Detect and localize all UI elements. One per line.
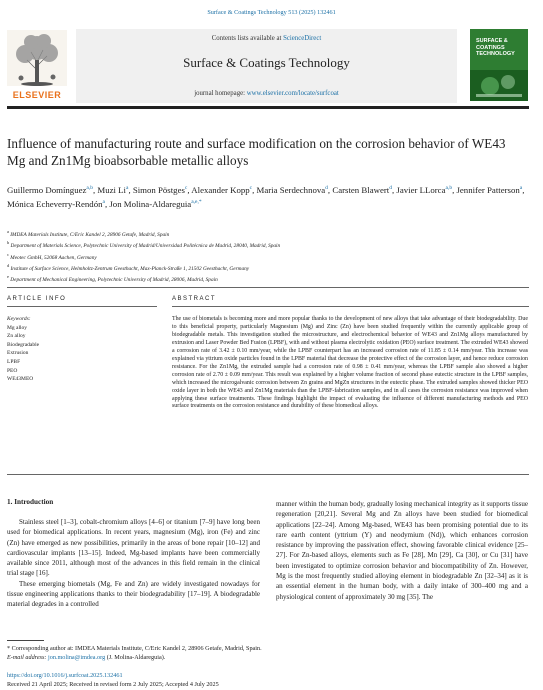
body-paragraph: manner within the human body, gradually losing mechanical integrity as it supports tissue regeneration [20,21]. Several Mg and Zn alloys have been studied for biomedical applications [22–24]. Among Mg-based, WE43 has been promising potential due to its rare earth content (yttrium (Y) and neodymium (Nd)), which enhances corrosion resistance by improving the passivation effect, showing favorable clinical evidence [25–27]. For Zn-based alloys, elements such as Fe [28], Mn [29], Ca [30], or Cu [31] have been investigated to optimize corrosion behavior and biocompatibility of Zn. However, Mg is the most frequently studied alloying element in biodegradable Zn [32–34] as it is an essential element in the human body, with a daily intake of 300–400 mg and a physiological content of approximately 30 mg [35]. The <box>276 500 528 601</box>
cover-title <box>476 38 524 58</box>
keywords-block <box>7 315 157 384</box>
affiliation-text: Department of Materials Science, Polytechnic University of Madrid/Universidad Politécnica de Madrid, 28040, Madrid, Spain <box>10 243 281 250</box>
header-rule <box>7 106 529 109</box>
doi-link[interactable]: https://doi.org/10.1016/j.surfcoat.2025.132461 <box>7 672 123 679</box>
publisher-wordmark: ELSEVIER <box>12 90 62 100</box>
author-affil-sup[interactable]: a,e,* <box>191 199 202 206</box>
affiliation-sup: a <box>7 229 9 234</box>
introduction-column-right <box>276 499 528 602</box>
introduction-heading: 1. Introduction <box>7 498 54 506</box>
keywords-label: Keywords: <box>7 316 31 322</box>
author-affil-sup[interactable]: a,b <box>86 185 93 191</box>
affiliation <box>7 262 527 273</box>
keyword: Biodegradable <box>7 341 40 348</box>
author-affil-sup[interactable]: d <box>389 185 392 191</box>
keyword: Extrusion <box>7 350 29 357</box>
author-affil-sup[interactable]: a <box>519 185 523 191</box>
email-line <box>7 654 487 663</box>
sciencedirect-link[interactable]: ScienceDirect <box>283 35 322 42</box>
article-info-rule <box>7 306 157 307</box>
author-name[interactable]: Maria Serdechnova <box>256 184 326 195</box>
author-affil-sup[interactable]: c <box>184 185 188 191</box>
cover-title-line: SURFACE & <box>476 38 508 44</box>
journal-homepage-link[interactable]: www.elsevier.com/locate/surfcoat <box>246 90 339 97</box>
footnote <box>7 645 487 662</box>
author-list: Guillermo Domínguez$^{a,b}$, Muzi Li$^a$, Simon Pöstges$^c$, Alexander Kopp$^c$, Maria Serdechnova$^d$, Carsten Blawert$^d$, Javier LLorca$^{a,b}$, Jennifer Patterson$^a$, Mónica Echeverry-Rendón$^a$, Jon Molina-Aldareguia$^{a,e,*}$ <box>7 184 525 210</box>
keyword: WE43MEO <box>7 376 34 383</box>
received-dates: Received 21 April 2025; Received in revised form 2 July 2025; Accepted 4 July 2025 <box>7 681 219 688</box>
email-link[interactable]: jon.molina@imdea.org <box>48 653 106 661</box>
introduction-column-left <box>7 517 260 610</box>
cover-title-line: TECHNOLOGY <box>476 51 515 57</box>
affiliation <box>7 239 527 250</box>
author-name[interactable]: Guillermo Domínguez <box>7 184 87 195</box>
affiliation-text: Institute of Surface Science, Helmholtz-Zentrum Geesthacht, Max-Planck-Straße 1, 21502 Geesthacht, Germany <box>10 265 250 272</box>
affiliation <box>7 273 527 284</box>
author-affil-sup[interactable]: c <box>249 185 253 191</box>
affiliation-sup: d <box>7 263 10 269</box>
journal-title: Surface & Coatings Technology <box>183 55 350 70</box>
author-name[interactable]: Jon Molina-Aldareguia <box>109 199 192 210</box>
abstract-bottom-rule <box>7 474 529 475</box>
cover-graphic <box>470 70 528 101</box>
article-info-heading: ARTICLE INFO <box>7 296 67 302</box>
author-affil-sup[interactable]: a <box>102 199 105 206</box>
affiliation-text: IMDEA Materials Institute, C/Eric Kandel 2, 28906 Getafe, Madrid, Spain <box>10 231 170 238</box>
keyword: PEO <box>7 367 18 374</box>
author-name[interactable]: Simon Pöstges <box>132 184 185 195</box>
abstract-rule <box>172 306 529 307</box>
affiliation <box>7 228 527 239</box>
keyword: Mg alloy <box>7 324 28 331</box>
affiliation-sup: b <box>7 240 10 246</box>
author-name[interactable]: Javier LLorca <box>396 184 446 195</box>
email-label: E-mail address: <box>7 653 47 661</box>
author-affil-sup[interactable]: a,b <box>445 185 453 191</box>
cover-title-line: COATINGS <box>476 44 505 51</box>
affiliation-sup: e <box>7 274 9 280</box>
email-suffix: (J. Molina-Aldareguia). <box>105 653 166 661</box>
keyword: LPBF <box>7 358 21 365</box>
affiliation-text: Meotec GmbH, 52068 Aachen, Germany <box>10 254 97 261</box>
contents-line <box>76 35 457 42</box>
corresponding-author-note: * Corresponding author at: IMDEA Materials Institute, C/Eric Kandel 2, 28906 Getafe, Madrid, Spain. <box>7 645 262 652</box>
author-name[interactable]: Jennifer Patterson <box>456 184 520 195</box>
homepage-prefix: journal homepage: <box>194 90 247 97</box>
author-name[interactable]: Alexander Kopp <box>191 184 250 195</box>
author-name[interactable]: Muzi Li <box>97 184 126 195</box>
contents-prefix: Contents lists available at <box>211 35 284 42</box>
author-name[interactable]: Carsten Blawert <box>332 184 390 195</box>
journal-homepage-line <box>76 90 457 97</box>
footnote-rule <box>7 640 44 641</box>
body-paragraph: These emerging biometals (Mg, Fe and Zn) are widely investigated nowadays for tissue engineering applications thanks to their biodegradability [17–19]. A biodegradable material degrades in a controlled <box>7 579 260 609</box>
article-title: Influence of manufacturing route and surface modification on the corrosion behavior of WE43 Mg and Zn1Mg bioabsorbable metallic alloys <box>7 136 506 168</box>
author-name[interactable]: Mónica Echeverry-Rendón <box>7 199 103 210</box>
abstract-heading: ABSTRACT <box>172 296 217 302</box>
author-affil-sup[interactable]: a <box>125 185 129 191</box>
affiliation-text: Department of Mechanical Engineering, Polytechnic University of Madrid, 28006, Madrid, Spain <box>10 277 218 284</box>
author-affil-sup[interactable]: d <box>325 185 328 191</box>
journal-citation-link[interactable]: Surface & Coatings Technology 513 (2025) 132461 <box>207 9 336 16</box>
keyword: Zn alloy <box>7 333 26 340</box>
affiliation-list <box>7 228 527 285</box>
affiliation-sup: c <box>7 251 9 257</box>
body-paragraph: Stainless steel [1–3], cobalt-chromium alloys [4–6] or titanium [7–9] have long been used for biomedical applications. In recent years, magnesium (Mg), iron (Fe) and zinc (Zn) have emerged as new possibilities, primarily in the areas of bone repair [10–12] and cardiovascular implants [13–15]. Indeed, Mg-based implants have been commercially available since 2011, although most of the advances in this field remain in the clinical trial stage [16]. <box>7 518 260 578</box>
abstract-text: The use of biometals is becoming more and more popular thanks to the development of new alloys that take advantage of their biodegradability. Due to this beneficial property, particularly Magnesium (Mg) and Zinc (Zn) have been studied frequently within the currently applicable group of biodegradable metals. This investigation studied the microstructure, and electrochemical behavior of WE43 and Zn1Mg alloys manufactured by extrusion and Laser Powder Bed Fusion (LPBF), with and without plasma electrolytic oxidation (PEO) surface treatment. The extruded WE43 showed a corrosion rate of 3.42 ± 0.10 mm/year, while the LPBF counterpart has an increased corrosion rate of 11.85 ± 0.14 mm/year. This increase was explained via yttrium oxide particles found in the LPBF material that decrease the protective effect of the corrosion layer, and hence reduce corrosion resistance. For the Zn1Mg, the extruded sample had a corrosion rate of 0.98 ± 0.41 mm/year, whereas the LPBF sample also showed a higher corrosion rate of 2.70 ± 0.09 mm/year. This result was explained by a higher volume fraction of second phase eutectic structure in the LPBF samples, which increased the microgalvanic corrosion between Zn grains and MgZn structures in the eutectic phase. The extruded samples showed thicker PEO oxide layer in both the WE43 and Zn1Mg materials than the LPBF-fabrication samples, and in all cases the corrosion resistance was improved when applying these surface treatments. These findings highlight the impact of evaluating the influence of different manufacturing methods and PEO surface treatments on the corrosion resistance and durability of these biomedical alloys. <box>172 316 528 410</box>
section-rule <box>7 287 529 288</box>
affiliation <box>7 251 527 262</box>
